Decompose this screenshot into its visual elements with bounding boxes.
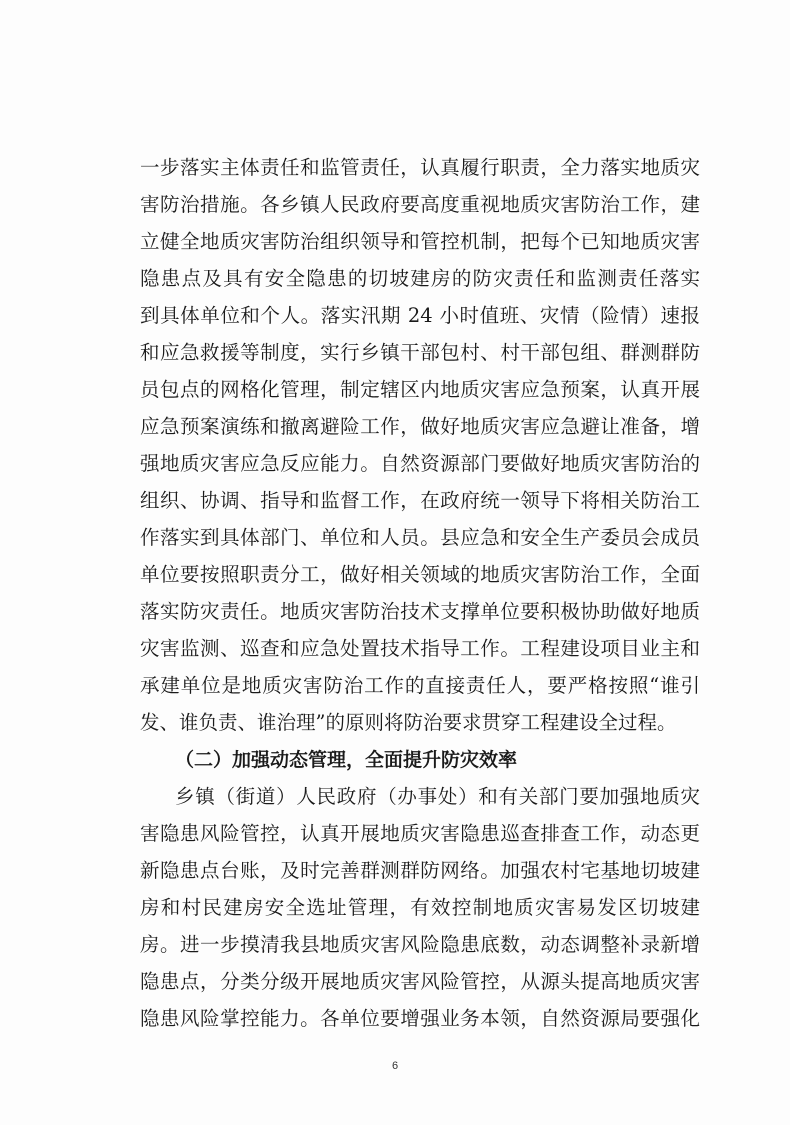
paragraph-line: 房和村民建房安全选址管理，有效控制地质灾害易发区切坡建: [140, 896, 700, 919]
paragraph-line: 应急预案演练和撤离避险工作，做好地质灾害应急避让准备，增: [140, 415, 700, 438]
paragraph-line: 作落实到具体部门、单位和人员。县应急和安全生产委员会成员: [140, 526, 700, 549]
paragraph-line: 乡镇（街道）人民政府（办事处）和有关部门要加强地质灾: [175, 785, 700, 808]
paragraph-line: 落实防灾责任。地质灾害防治技术支撑单位要积极协助做好地质: [140, 600, 700, 623]
paragraph-line: 害防治措施。各乡镇人民政府要高度重视地质灾害防治工作，建: [140, 193, 700, 216]
section-heading: （二）加强动态管理，全面提升防灾效率: [175, 749, 518, 771]
paragraph-line: 发、谁负责、谁治理”的原则将防治要求贯穿工程建设全过程。: [140, 711, 677, 734]
paragraph-line: 害隐患风险管控，认真开展地质灾害隐患巡查排查工作，动态更: [140, 822, 700, 845]
paragraph-line: 一步落实主体责任和监管责任，认真履行职责，全力落实地质灾: [140, 156, 700, 179]
paragraph-line: 房。进一步摸清我县地质灾害风险隐患底数，动态调整补录新增: [140, 933, 700, 956]
paragraph-line: 隐患风险掌控能力。各单位要增强业务本领，自然资源局要强化: [140, 1007, 700, 1030]
paragraph-line: 和应急救援等制度，实行乡镇干部包村、村干部包组、群测群防: [140, 341, 700, 364]
paragraph-line: 新隐患点台账，及时完善群测群防网络。加强农村宅基地切坡建: [140, 859, 700, 882]
paragraph-line: 到具体单位和个人。落实汛期 24 小时值班、灾情（险情）速报: [140, 304, 700, 327]
paragraph-line: 组织、协调、指导和监督工作，在政府统一领导下将相关防治工: [140, 489, 700, 512]
paragraph-line: 单位要按照职责分工，做好相关领域的地质灾害防治工作，全面: [140, 563, 700, 586]
paragraph-line: 承建单位是地质灾害防治工作的直接责任人，要严格按照“谁引: [140, 674, 700, 697]
paragraph-line: 隐患点，分类分级开展地质灾害风险管控，从源头提高地质灾害: [140, 970, 700, 993]
paragraph-line: 强地质灾害应急反应能力。自然资源部门要做好地质灾害防治的: [140, 452, 700, 475]
page-number: 6: [391, 1060, 399, 1072]
paragraph-line: 员包点的网格化管理，制定辖区内地质灾害应急预案，认真开展: [140, 378, 700, 401]
paragraph-line: 立健全地质灾害防治组织领导和管控机制，把每个已知地质灾害: [140, 230, 700, 253]
paragraph-line: 隐患点及具有安全隐患的切坡建房的防灾责任和监测责任落实: [140, 267, 700, 290]
paragraph-line: 灾害监测、巡查和应急处置技术指导工作。工程建设项目业主和: [140, 637, 700, 660]
